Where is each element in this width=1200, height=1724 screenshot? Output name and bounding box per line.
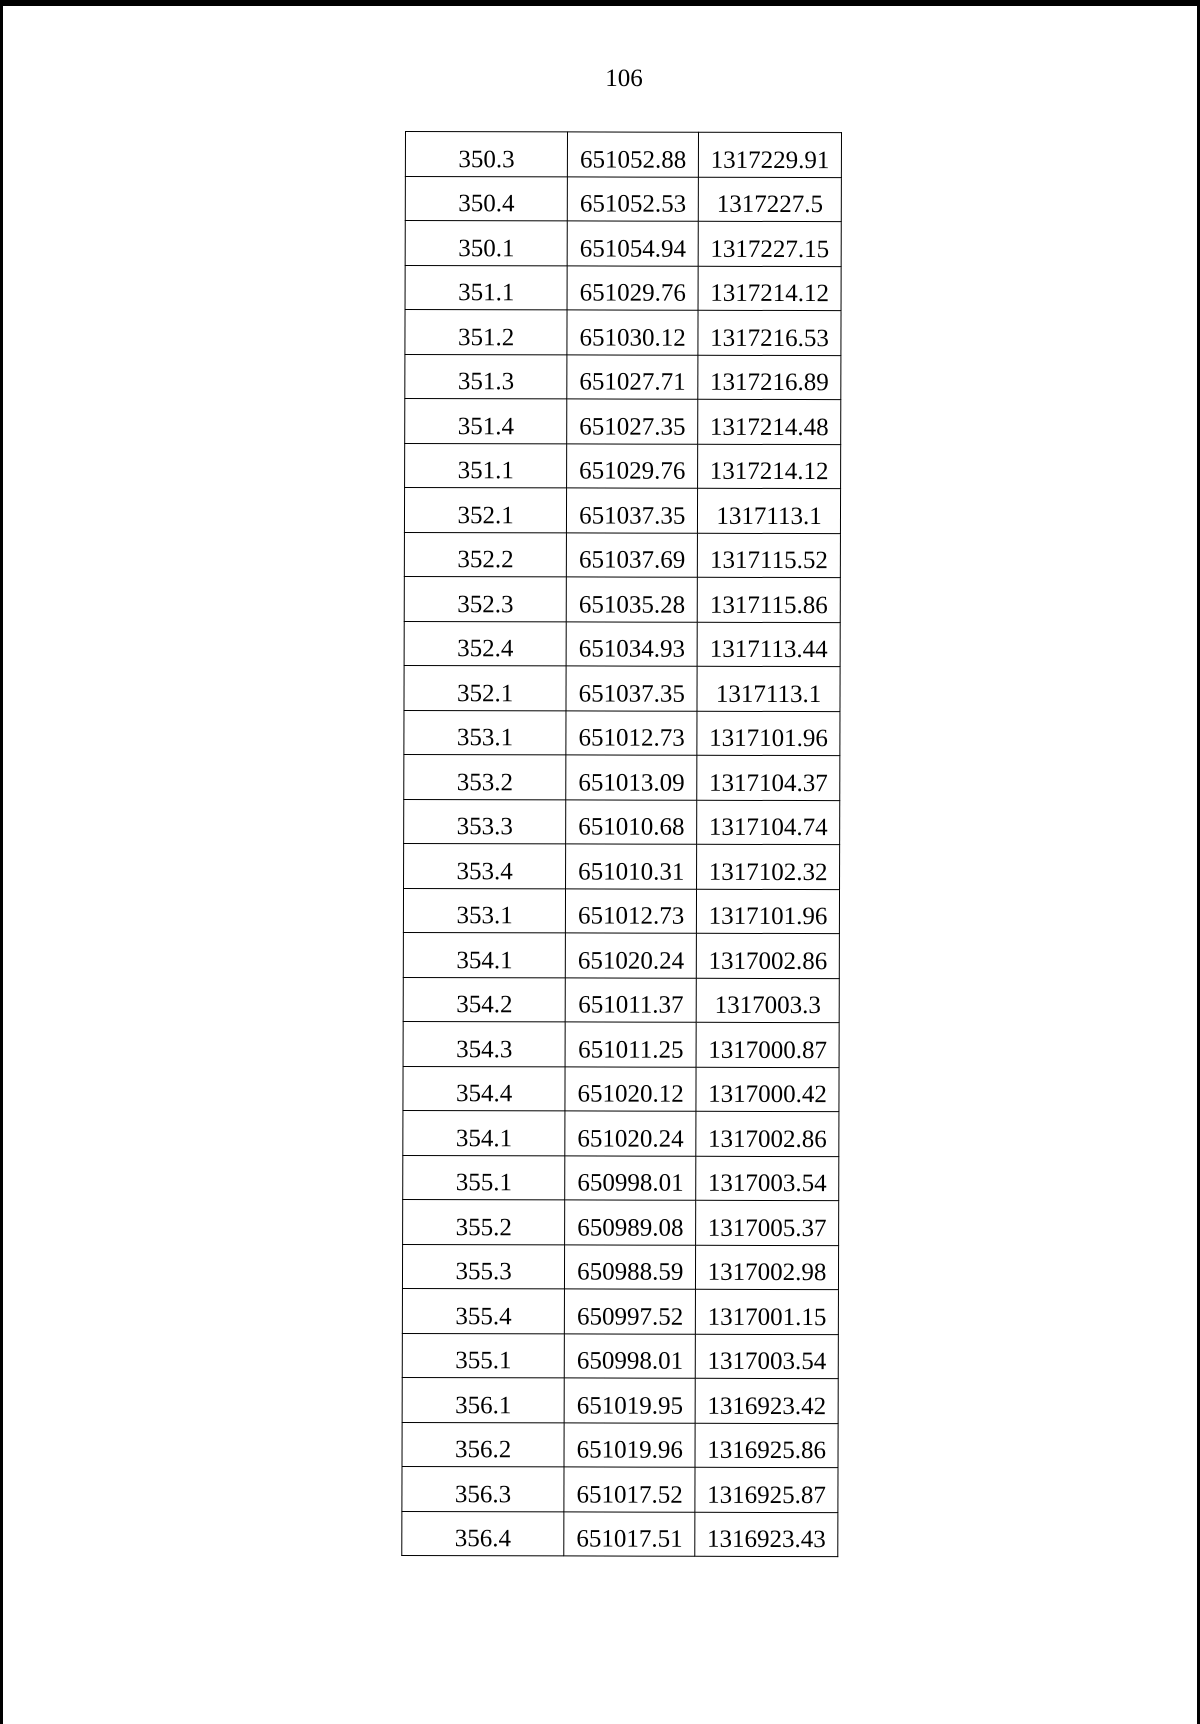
point-id-cell: 352.1: [404, 488, 566, 533]
x-coordinate-cell: 650989.08: [565, 1200, 696, 1245]
x-coordinate-cell: 651020.12: [565, 1066, 696, 1111]
point-id-cell: 355.4: [402, 1288, 564, 1333]
point-id-cell: 352.1: [404, 665, 566, 710]
point-id-cell: 353.1: [403, 888, 565, 933]
x-coordinate-cell: 651034.93: [566, 621, 697, 666]
table-row: [402, 1466, 838, 1512]
point-id-cell: 355.2: [403, 1199, 565, 1244]
table-row: [403, 1110, 839, 1156]
y-coordinate-cell: 1317001.15: [695, 1289, 838, 1334]
y-coordinate-cell: 1317002.86: [696, 933, 839, 978]
x-coordinate-cell: 650997.52: [565, 1289, 696, 1334]
point-id-cell: 355.1: [403, 1155, 565, 1200]
y-coordinate-cell: 1317216.89: [698, 355, 841, 400]
table-row: [404, 488, 840, 534]
table-row: [405, 354, 841, 400]
table-row: [405, 310, 841, 356]
point-id-cell: 356.1: [402, 1377, 564, 1422]
table-row: [405, 399, 841, 445]
x-coordinate-cell: 651013.09: [566, 755, 697, 800]
point-id-cell: 356.3: [402, 1466, 564, 1511]
y-coordinate-cell: 1317113.1: [698, 488, 841, 533]
x-coordinate-cell: 651027.71: [567, 354, 698, 399]
x-coordinate-cell: 651035.28: [567, 577, 698, 622]
y-coordinate-cell: 1317115.52: [697, 533, 840, 578]
y-coordinate-cell: 1317003.54: [695, 1334, 838, 1379]
y-coordinate-cell: 1317005.37: [696, 1200, 839, 1245]
x-coordinate-cell: 651020.24: [565, 1111, 696, 1156]
y-coordinate-cell: 1317115.86: [697, 577, 840, 622]
y-coordinate-cell: 1316925.87: [695, 1467, 838, 1512]
point-id-cell: 350.4: [405, 176, 567, 221]
x-coordinate-cell: 651011.25: [565, 1022, 696, 1067]
table-row: [402, 1511, 838, 1557]
table-row: [404, 665, 840, 711]
x-coordinate-cell: 651029.76: [567, 265, 698, 310]
y-coordinate-cell: 1316925.86: [695, 1423, 838, 1468]
y-coordinate-cell: 1317227.5: [698, 177, 841, 222]
x-coordinate-cell: 651019.96: [564, 1422, 695, 1467]
table-row: [402, 1333, 838, 1379]
point-id-cell: 354.4: [403, 1066, 565, 1111]
point-id-cell: 352.2: [404, 532, 566, 577]
point-id-cell: 353.3: [404, 799, 566, 844]
table-row: [404, 799, 840, 845]
table-row: [404, 576, 840, 622]
x-coordinate-cell: 651052.88: [568, 132, 699, 177]
point-id-cell: 354.1: [403, 932, 565, 977]
point-id-cell: 352.4: [404, 621, 566, 666]
x-coordinate-cell: 651020.24: [566, 933, 697, 978]
y-coordinate-cell: 1317000.42: [696, 1067, 839, 1112]
point-id-cell: 352.3: [404, 576, 566, 621]
point-id-cell: 351.3: [405, 354, 567, 399]
x-coordinate-cell: 651012.73: [566, 888, 697, 933]
table-row: [402, 1422, 838, 1468]
scan-border-left: [0, 0, 3, 1724]
x-coordinate-cell: 651054.94: [567, 221, 698, 266]
x-coordinate-cell: 651037.35: [566, 666, 697, 711]
x-coordinate-cell: 651037.35: [567, 488, 698, 533]
y-coordinate-cell: 1317002.98: [696, 1245, 839, 1290]
table-row: [405, 176, 841, 222]
x-coordinate-cell: 651011.37: [565, 977, 696, 1022]
table-row: [405, 132, 841, 178]
table-row: [404, 532, 840, 578]
y-coordinate-cell: 1316923.43: [695, 1512, 838, 1557]
table-row: [404, 754, 840, 800]
y-coordinate-cell: 1317003.3: [696, 978, 839, 1023]
point-id-cell: 354.3: [403, 1021, 565, 1066]
y-coordinate-cell: 1317113.44: [697, 622, 840, 667]
x-coordinate-cell: 651010.31: [566, 844, 697, 889]
y-coordinate-cell: 1317214.12: [698, 266, 841, 311]
y-coordinate-cell: 1317003.54: [696, 1156, 839, 1201]
y-coordinate-cell: 1316923.42: [695, 1378, 838, 1423]
y-coordinate-cell: 1317229.91: [699, 132, 842, 177]
point-id-cell: 353.2: [404, 754, 566, 799]
table-row: [403, 1155, 839, 1201]
y-coordinate-cell: 1317227.15: [698, 221, 841, 266]
x-coordinate-cell: 651030.12: [567, 310, 698, 355]
table-row: [403, 1199, 839, 1245]
table-row: [405, 265, 841, 311]
x-coordinate-cell: 651019.95: [564, 1378, 695, 1423]
y-coordinate-cell: 1317216.53: [698, 310, 841, 355]
point-id-cell: 354.1: [403, 1110, 565, 1155]
point-id-cell: 354.2: [403, 977, 565, 1022]
y-coordinate-cell: 1317113.1: [697, 666, 840, 711]
x-coordinate-cell: 651027.35: [567, 399, 698, 444]
x-coordinate-cell: 651029.76: [567, 443, 698, 488]
point-id-cell: 350.1: [405, 221, 567, 266]
table-row: [404, 621, 840, 667]
x-coordinate-cell: 650998.01: [565, 1333, 696, 1378]
table-row: [403, 1066, 839, 1112]
table-row: [402, 1377, 838, 1423]
point-id-cell: 351.2: [405, 310, 567, 355]
coordinates-table-body: [402, 132, 842, 1557]
x-coordinate-cell: 651010.68: [566, 799, 697, 844]
x-coordinate-cell: 651037.69: [567, 532, 698, 577]
point-id-cell: 351.1: [405, 265, 567, 310]
point-id-cell: 353.1: [404, 710, 566, 755]
x-coordinate-cell: 651017.51: [564, 1511, 695, 1556]
x-coordinate-cell: 651012.73: [566, 710, 697, 755]
point-id-cell: 356.4: [402, 1511, 564, 1556]
point-id-cell: 350.3: [405, 132, 567, 177]
x-coordinate-cell: 651017.52: [564, 1467, 695, 1512]
y-coordinate-cell: 1317000.87: [696, 1022, 839, 1067]
table-row: [405, 221, 841, 267]
y-coordinate-cell: 1317101.96: [697, 889, 840, 934]
x-coordinate-cell: 651052.53: [568, 176, 699, 221]
y-coordinate-cell: 1317104.74: [697, 800, 840, 845]
y-coordinate-cell: 1317104.37: [697, 755, 840, 800]
table-row: [403, 977, 839, 1023]
point-id-cell: 351.4: [405, 399, 567, 444]
y-coordinate-cell: 1317214.48: [698, 399, 841, 444]
y-coordinate-cell: 1317214.12: [698, 444, 841, 489]
page-number: 106: [605, 65, 643, 92]
scan-border-top: [0, 0, 1200, 6]
table-row: [403, 888, 839, 934]
x-coordinate-cell: 650988.59: [565, 1244, 696, 1289]
point-id-cell: 355.3: [402, 1244, 564, 1289]
coordinates-table: [401, 131, 842, 1557]
table-row: [403, 1021, 839, 1067]
y-coordinate-cell: 1317002.86: [696, 1111, 839, 1156]
table-row: [402, 1244, 838, 1290]
table-row: [402, 1288, 838, 1334]
point-id-cell: 355.1: [402, 1333, 564, 1378]
point-id-cell: 356.2: [402, 1422, 564, 1467]
point-id-cell: 351.1: [405, 443, 567, 488]
y-coordinate-cell: 1317101.96: [697, 711, 840, 756]
point-id-cell: 353.4: [404, 843, 566, 888]
table-row: [405, 443, 841, 489]
table-row: [404, 843, 840, 889]
x-coordinate-cell: 650998.01: [565, 1155, 696, 1200]
table-row: [404, 710, 840, 756]
table-row: [403, 932, 839, 978]
y-coordinate-cell: 1317102.32: [697, 844, 840, 889]
